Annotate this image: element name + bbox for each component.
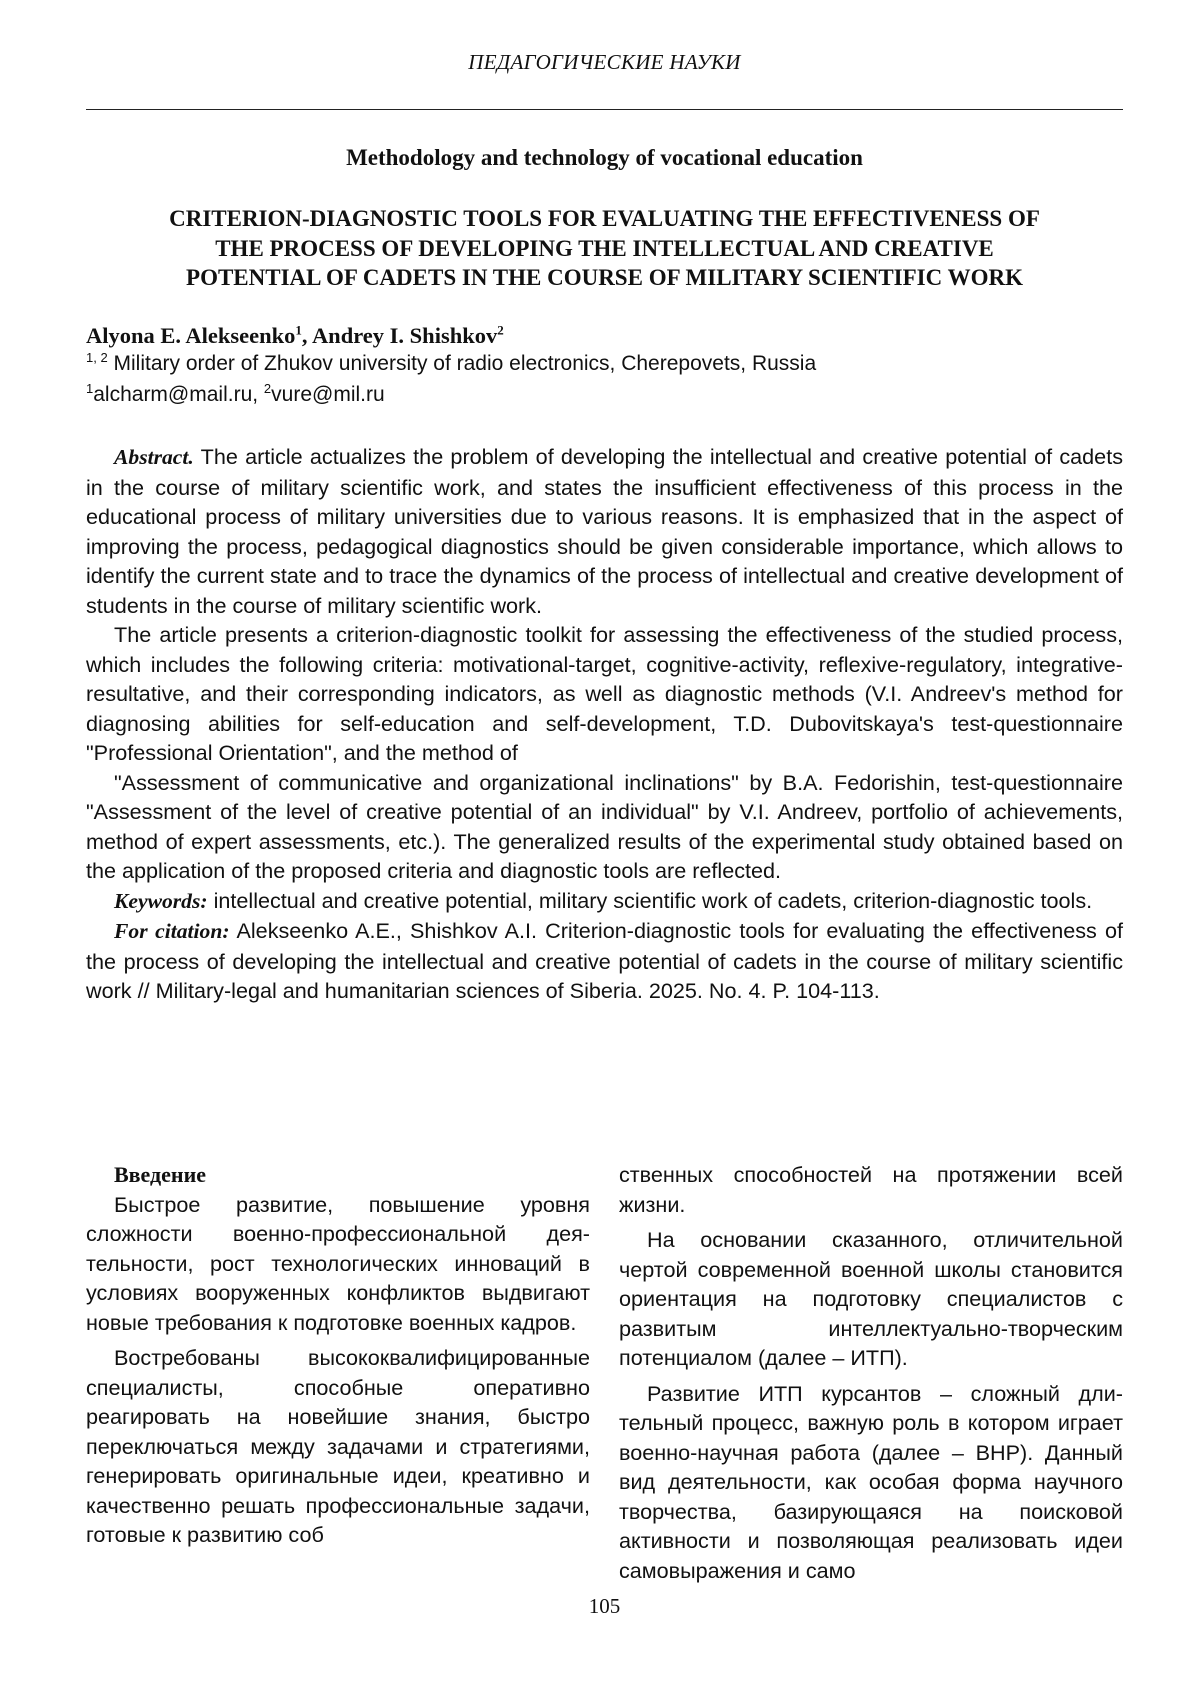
abstract-p1 [86, 442, 1123, 620]
emails [86, 383, 385, 407]
title-line-2: THE PROCESS OF DEVELOPING THE INTELLECTUAL AND CREATIVE [215, 235, 994, 261]
affiliation-sup: 1, 2 [86, 350, 108, 365]
email-2[interactable]: vure@mil.ru [271, 383, 385, 406]
abstract-p3: "Assessment of communicative and organizational inclinations" by B.A. Fedorishin, test-questionnaire "Assessment of the level of creative potential of an individual" by V.I. Andreev, portfolio of achievements, method of expert assessments, etc.). The generalized results of the experimental study obtained based on the application of the proposed criteria and diagnostic tools are reflected. [86, 769, 1123, 883]
affiliation [86, 352, 816, 376]
citation-text: Alekseenko A.E., Shishkov A.I. Criterion-diagnostic tools for evaluating the effectiveness of the process of developing the intellectual and creative potential of cadets in the course of military scientific work // Military-legal and humanitarian sciences of Siberia. 2025. No. 4. P. 104-113. [86, 918, 1123, 1003]
page-number: 105 [588, 1594, 621, 1618]
keywords-text: intellectual and creative potential, military scientific work of cadets, criterion-diagnostic tools. [207, 887, 1093, 913]
citation [86, 916, 1123, 1006]
abstract-p1-text: The article actualizes the problem of developing the intellectual and creative potential of cadets in the course of military scientific work, and states the insufficient effectiveness of this process in the educational process of military universities due to various reasons. It is emphasized that in the aspect of improving the process, pedagogical diagnostics should be given considerable importance, which allows to identify the current state and to trace the dynamics of the process of intellectual and creative development of students in the course of military scientific work. [86, 444, 1123, 618]
keywords [86, 886, 1123, 917]
section-heading: Methodology and technology of vocational education [346, 145, 863, 170]
abstract-block [86, 442, 1123, 1006]
title-line-1: CRITERION-DIAGNOSTIC TOOLS FOR EVALUATING THE EFFECTIVENESS OF [169, 206, 1040, 231]
authors [86, 323, 504, 349]
email-1-sup: 1 [86, 381, 94, 396]
email-2-sup: 2 [263, 381, 272, 396]
affiliation-text: Military order of Zhukov university of radio electronics, Cherepovets, Russia [107, 352, 817, 375]
left-paragraph-1: Быстрое развитие, повышение уровня сложности военно-профессиональной деятельности, рост технологических инноваций в условиях вооруженных конфликтов выдвигают новые требования к подготовке военных кадров. [86, 1191, 590, 1335]
left-paragraph-2: Востребованы высококвалифицированные специалисты, способные оперативно реагировать на новейшие знания, быстро переключаться между задачами и стратегиями, генерировать оригинальные идеи, креативно и качественно решать профессиональные задачи, готовые к развитию соб [86, 1345, 590, 1547]
intro-heading: Введение [114, 1162, 207, 1187]
email-1[interactable]: alcharm@mail.ru, [93, 383, 264, 406]
body-column-left [86, 1160, 590, 1556]
abstract-p2: The article presents a criterion-diagnostic toolkit for assessing the effectiveness of the studied process, which includes the following criteria: motivational-target, cognitive-activity, reflexive-regulatory, integrative-resultative, and their corresponding indicators, as well as diagnostic methods (V.I. Andreev's method for diagnosing abilities for self-education and self-development, T.D. Dubovitskaya's test-questionnaire "Professional Orientation", and the method of [86, 622, 1123, 765]
author-2: Andrey I. Shishkov [311, 323, 498, 348]
right-paragraph-2: Развитие ИТП курсантов – сложный длительный процесс, важную роль в котором играет военно-научная работа (далее – ВНР). Данный вид деятельности, как особая форма научного творчества, базирующаяся на поисковой активности и позволяющая реализовать идеи самовыражения и само [619, 1380, 1123, 1583]
right-paragraph-continued: ственных способностей на протяжении всей жизни. [619, 1162, 1123, 1217]
author-separator: , [301, 323, 312, 348]
article-title [86, 204, 1123, 293]
author-1-sup: 1 [295, 322, 302, 338]
title-line-3: POTENTIAL OF CADETS IN THE COURSE OF MILITARY SCIENTIFIC WORK [186, 265, 1023, 290]
header-rule [86, 109, 1123, 110]
keywords-label: Keywords: [114, 888, 208, 913]
right-paragraph-1: На основании сказанного, отличительной чертой современной военной школы становится ориентация на подготовку специалистов с развитым интеллектуально-творческим потенциалом (далее – ИТП). [619, 1227, 1123, 1370]
citation-label: For citation: [114, 919, 230, 943]
running-head: ПЕДАГОГИЧЕСКИЕ НАУКИ [468, 50, 741, 74]
body-column-right [619, 1160, 1123, 1591]
author-2-sup: 2 [497, 322, 504, 338]
author-1: Alyona E. Alekseenko [86, 323, 296, 348]
abstract-label: Abstract. [114, 445, 194, 469]
